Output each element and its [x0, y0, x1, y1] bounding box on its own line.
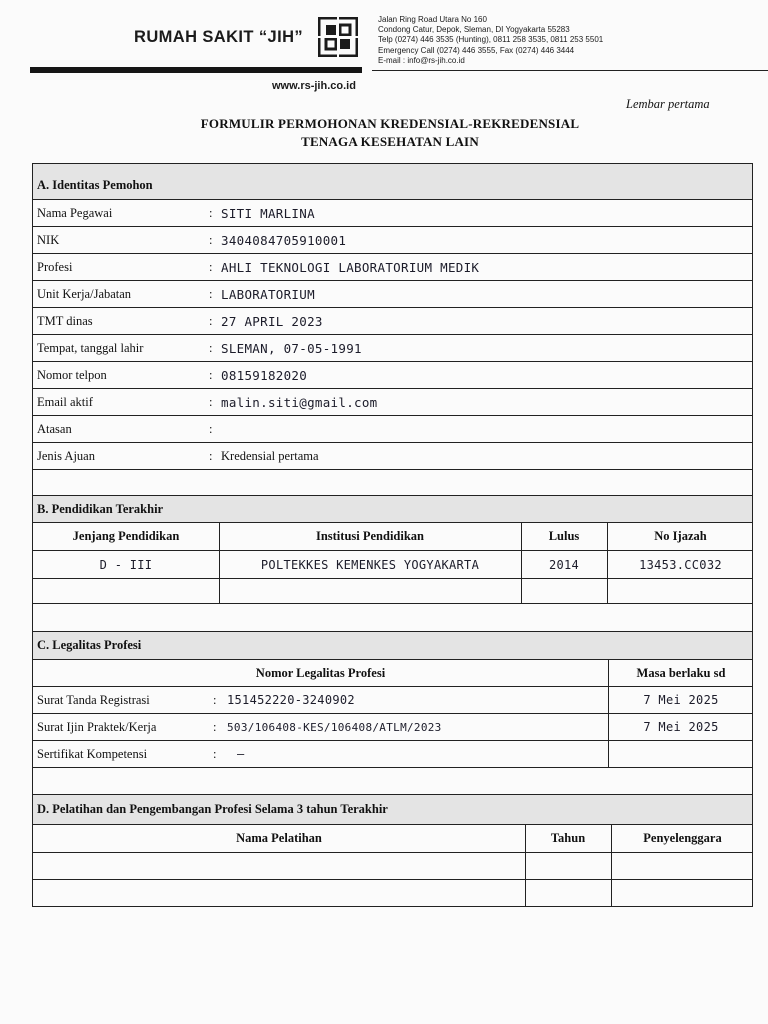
legality-row-sertifikat [33, 741, 752, 768]
field-value-email-aktif: malin.siti@gmail.com [221, 394, 378, 410]
field-label: Email aktif [37, 394, 93, 409]
form-subtitle: TENAGA KESEHATAN LAIN [301, 134, 479, 149]
field-colon: : [209, 448, 213, 463]
field-value-tempat-tanggal-lahir: SLEMAN, 07-05-1991 [221, 340, 362, 356]
address-line: E-mail : info@rs-jih.co.id [378, 55, 465, 65]
column-header: Institusi Pendidikan [315, 529, 425, 543]
field-colon: : [209, 259, 213, 274]
legality-label: Surat Ijin Praktek/Kerja [37, 719, 157, 734]
legality-row-str [33, 687, 752, 714]
section-d-heading: D. Pelatihan dan Pengembangan Profesi Selama 3 tahun Terakhir [37, 802, 388, 816]
legality-label: Sertifikat Kompetensi [37, 746, 148, 761]
field-colon: : [213, 719, 217, 734]
field-label: NIK [37, 232, 60, 247]
education-diploma-number: 13453.CC032 [639, 557, 722, 572]
spacer-row [33, 768, 752, 795]
field-row-tmt-dinas [33, 308, 752, 335]
field-row-profesi [33, 254, 752, 281]
address-line: Emergency Call (0274) 446 3555, Fax (0274) 446 3444 [378, 45, 575, 55]
address-line: Condong Catur, Depok, Sleman, DI Yogyakarta 55283 [378, 25, 570, 35]
section-d-heading-row [33, 795, 752, 825]
legality-valid-until: 7 Mei 2025 [643, 720, 719, 734]
education-table-empty-row [33, 579, 752, 604]
field-colon: : [209, 205, 213, 220]
legality-row-sip [33, 714, 752, 741]
legality-number: 503/106408-KES/106408/ATLM/2023 [227, 720, 442, 734]
column-header: Masa berlaku sd [636, 665, 726, 680]
credential-form [32, 163, 753, 907]
field-row-unit-kerja [33, 281, 752, 308]
field-colon: : [209, 394, 213, 409]
spacer-row [33, 604, 752, 632]
field-colon: : [213, 746, 217, 761]
field-colon: : [209, 313, 213, 328]
hospital-address [378, 15, 603, 66]
section-a-heading-row [33, 164, 752, 200]
field-value-jenis-ajuan: Kredensial pertama [221, 448, 319, 463]
address-line: Telp (0274) 446 3535 (Hunting), 0811 258 3535, 0811 253 5501 [378, 35, 604, 45]
field-label: Nomor telpon [37, 367, 107, 382]
section-c-heading: C. Legalitas Profesi [37, 638, 142, 652]
field-row-nomor-telpon [33, 362, 752, 389]
field-value-nik: 3404084705910001 [221, 232, 347, 248]
legality-valid-until: 7 Mei 2025 [643, 693, 719, 707]
column-header: No Ijazah [654, 529, 707, 543]
training-table-header [33, 825, 752, 853]
hospital-website: www.rs-jih.co.id [272, 80, 356, 92]
form-title: FORMULIR PERMOHONAN KREDENSIAL-REKREDENSIAL [200, 116, 580, 131]
legality-number: 151452220-3240902 [227, 693, 355, 707]
column-header: Tahun [550, 831, 586, 845]
field-label: Atasan [37, 421, 72, 436]
education-table-header [33, 523, 752, 551]
column-header: Nama Pelatihan [236, 831, 322, 845]
section-b-heading: B. Pendidikan Terakhir [37, 501, 164, 516]
field-label: Tempat, tanggal lahir [37, 340, 144, 355]
education-year: 2014 [548, 557, 580, 572]
legality-table-header [33, 660, 752, 687]
field-colon: : [209, 232, 213, 247]
field-row-jenis-ajuan [33, 443, 752, 470]
training-table-empty-row [33, 880, 752, 906]
field-row-nama-pegawai [33, 200, 752, 227]
education-table-row [33, 551, 752, 579]
column-header: Jenjang Pendidikan [72, 529, 180, 543]
section-a-heading: A. Identitas Pemohon [37, 178, 153, 192]
letterhead-rule-thick [30, 67, 362, 73]
spacer-row [33, 470, 752, 496]
hospital-name: RUMAH SAKIT “JIH” [134, 28, 304, 46]
section-c-heading-row [33, 632, 752, 660]
field-value-profesi: AHLI TEKNOLOGI LABORATORIUM MEDIK [221, 259, 480, 275]
field-value-nama-pegawai: SITI MARLINA [221, 205, 315, 221]
legality-valid-until [608, 741, 754, 767]
training-table-empty-row [33, 853, 752, 880]
legality-number: — [237, 747, 245, 761]
sheet-label: Lembar pertama [626, 97, 710, 111]
section-b-heading-row [33, 496, 752, 523]
field-colon: : [209, 286, 213, 301]
field-label: Profesi [37, 259, 73, 274]
field-value-unit-kerja: LABORATORIUM [221, 286, 315, 302]
address-line: Jalan Ring Road Utara No 160 [378, 15, 487, 24]
field-value-tmt-dinas: 27 APRIL 2023 [221, 313, 323, 329]
column-header: Lulus [548, 529, 580, 543]
field-label: Unit Kerja/Jabatan [37, 286, 132, 301]
field-value-nomor-telpon: 08159182020 [221, 367, 308, 383]
field-label: TMT dinas [37, 313, 93, 328]
field-label: Nama Pegawai [37, 205, 113, 220]
field-row-atasan [33, 416, 752, 443]
education-level: D - III [99, 557, 153, 572]
field-label: Jenis Ajuan [37, 448, 95, 463]
field-row-nik [33, 227, 752, 254]
field-colon: : [209, 340, 213, 355]
field-row-tempat-tanggal-lahir [33, 335, 752, 362]
field-colon: : [209, 367, 213, 382]
field-colon: : [213, 692, 217, 707]
field-colon: : [209, 421, 213, 436]
hospital-logo-icon [318, 17, 358, 57]
education-institution: POLTEKKES KEMENKES YOGYAKARTA [260, 557, 480, 572]
column-header: Penyelenggara [643, 831, 722, 845]
column-header: Nomor Legalitas Profesi [255, 665, 386, 680]
field-row-email-aktif [33, 389, 752, 416]
legality-label: Surat Tanda Registrasi [37, 692, 150, 707]
letterhead-rule-thin [372, 70, 768, 71]
